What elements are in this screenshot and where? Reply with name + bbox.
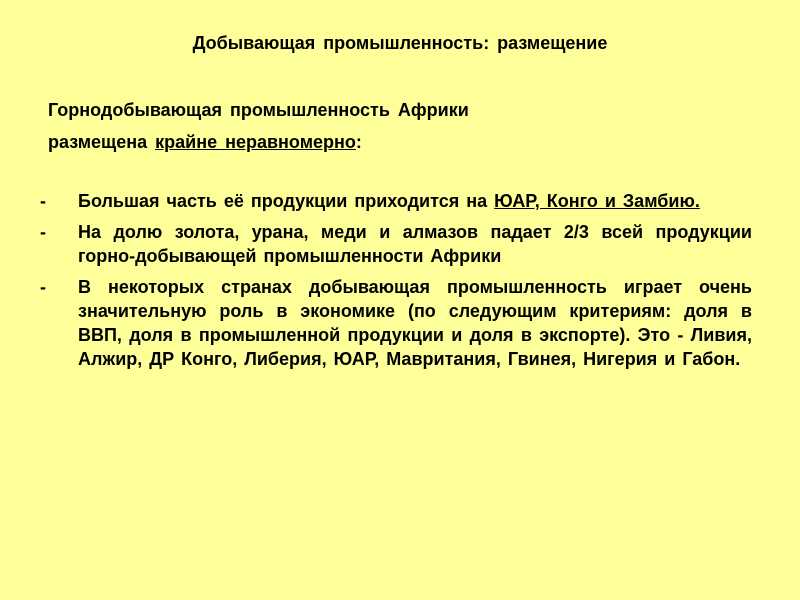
bullet-1-text: Большая часть её продукции приходится на: [78, 191, 495, 211]
bullet-item-1: [40, 189, 752, 213]
bullet-1-countries: ЮАР, Конго и Замбию.: [494, 191, 700, 211]
intro-emphasis: крайне неравномерно: [155, 132, 356, 152]
slide-title: Добывающая промышленность: размещение: [192, 33, 608, 53]
intro-line-1: Горнодобывающая промышленность Африки: [48, 100, 469, 120]
bullet-3-text: В некоторых странах добывающая промышленность играет очень значительную роль в экономике (по следующим критериям: доля в ВВП, доля в промышленной продукции и доля в экспорте). Это - Ливия, Алжир, ДР Конго, Либерия, ЮАР, Мавритания, Гвинея, Нигерия и Габон.: [78, 277, 752, 369]
bullet-item-3: [40, 275, 752, 371]
intro-line-2-suffix: :: [355, 132, 362, 152]
bullet-dash: -: [40, 222, 46, 242]
bullet-2-text: На долю золота, урана, меди и алмазов падает 2/3 всей продукции горно-добывающей промышленности Африки: [78, 222, 752, 266]
bullet-dash: -: [40, 191, 46, 211]
intro-line-2: [48, 126, 748, 158]
intro-line-2-prefix: размещена: [48, 132, 156, 152]
intro-paragraph: [48, 94, 748, 158]
bullet-item-2: [40, 220, 752, 268]
bullet-dash: -: [40, 277, 46, 297]
bullet-list: [40, 189, 752, 378]
